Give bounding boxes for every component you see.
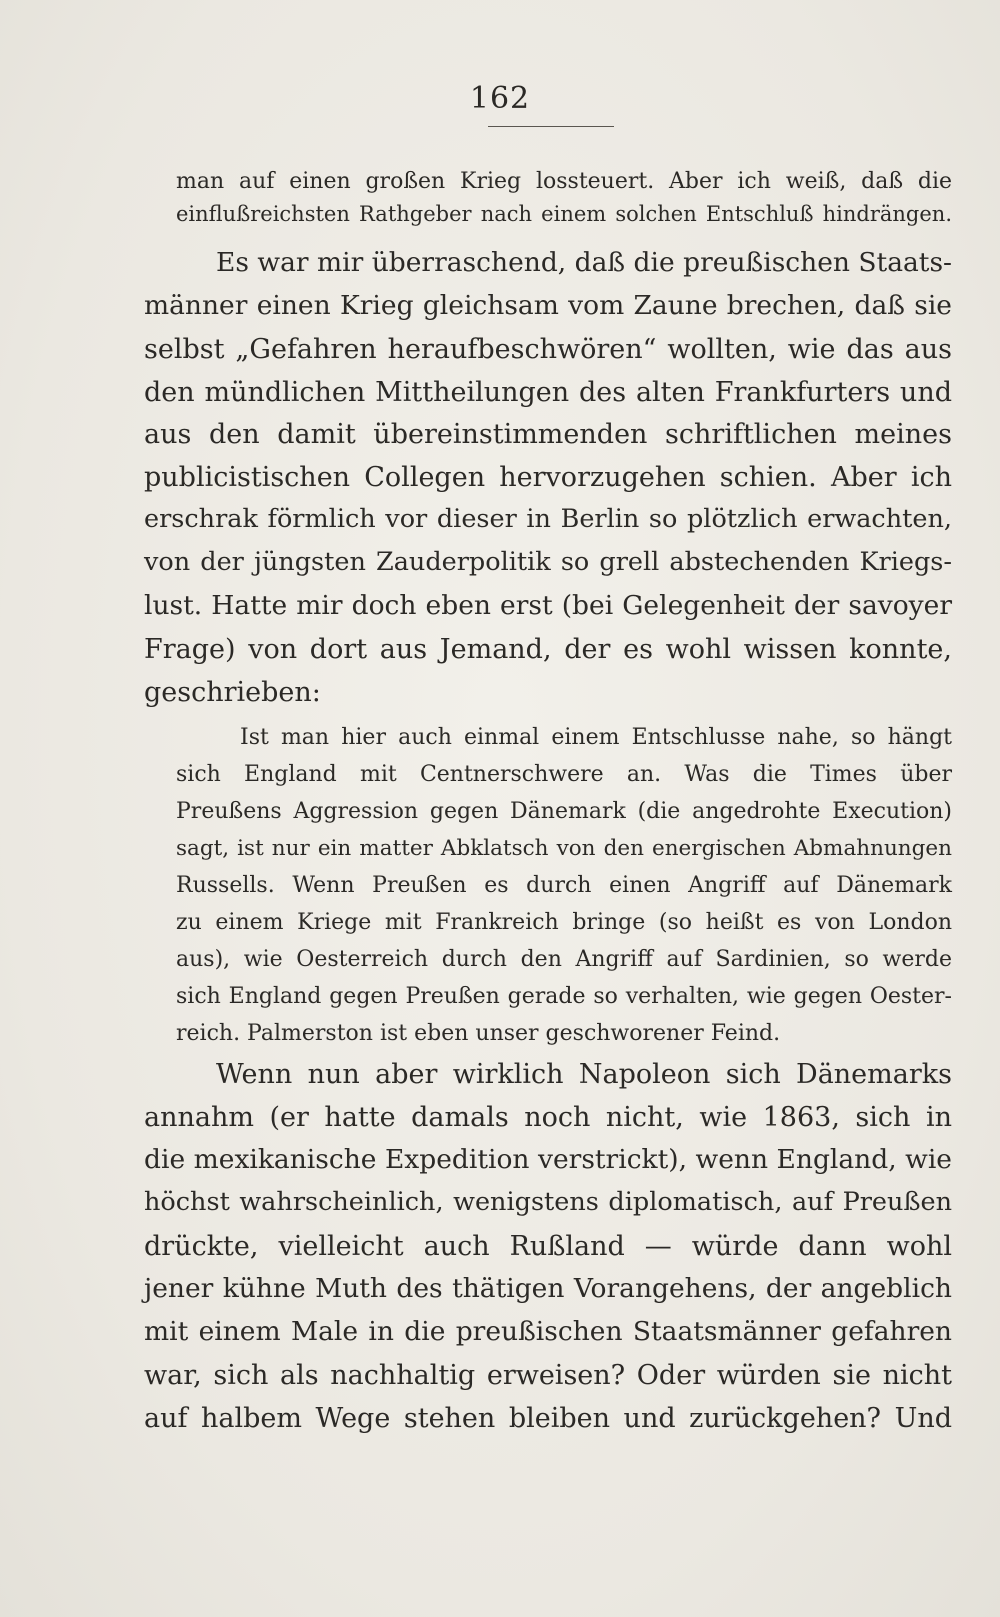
- page-number-rule: [488, 126, 614, 127]
- quote-line: aus), wie Oesterreich durch den Angriff auf Sardinien, so werde: [176, 947, 952, 972]
- paragraph-line: mit einem Male in die preußischen Staatsmänner gefahren: [144, 1316, 952, 1347]
- quote-line: Ist man hier auch einmal einem Entschlusse nahe, so hängt: [240, 725, 952, 750]
- paragraph-line: Wenn nun aber wirklich Napoleon sich Dänemarks: [216, 1059, 952, 1090]
- paragraph-line: von der jüngsten Zauderpolitik so grell abstechenden Kriegs-: [144, 547, 952, 577]
- top-line: einflußreichsten Rathgeber nach einem solchen Entschluß hindrängen.: [176, 202, 952, 226]
- paragraph-line: jener kühne Muth des thätigen Vorangehens, der angeblich: [144, 1273, 952, 1304]
- quote-line: Russells. Wenn Preußen es durch einen Angriff auf Dänemark: [176, 873, 952, 898]
- paragraph-line: war, sich als nachhaltig erweisen? Oder würden sie nicht: [144, 1360, 952, 1391]
- paragraph-line: drückte, vielleicht auch Rußland — würde dann wohl: [144, 1231, 952, 1262]
- paragraph-line: Es war mir überraschend, daß die preußischen Staats-: [216, 247, 952, 278]
- quote-line: sich England gegen Preußen gerade so verhalten, wie gegen Oester-: [176, 984, 952, 1009]
- quote-line: zu einem Kriege mit Frankreich bringe (so heißt es von London: [176, 910, 952, 935]
- top-line: man auf einen großen Krieg lossteuert. Aber ich weiß, daß die: [176, 169, 952, 194]
- paragraph-line: auf halbem Wege stehen bleiben und zurückgehen? Und: [144, 1403, 952, 1434]
- quote-line: sich England mit Centnerschwere an. Was die Times über: [176, 762, 952, 787]
- quote-line: reich. Palmerston ist eben unser geschworener Feind.: [176, 1021, 781, 1046]
- paragraph-line: die mexikanische Expedition verstrickt), wenn England, wie: [144, 1144, 952, 1175]
- paragraph-line: höchst wahrscheinlich, wenigstens diplomatisch, auf Preußen: [144, 1187, 952, 1217]
- paragraph-line: männer einen Krieg gleichsam vom Zaune brechen, daß sie: [144, 290, 952, 321]
- quote-line: sagt, ist nur ein matter Abklatsch von den energischen Abmahnungen: [176, 836, 952, 861]
- page-number: 162: [469, 81, 531, 116]
- paragraph-line: erschrak förmlich vor dieser in Berlin so plötzlich erwachten,: [144, 504, 952, 534]
- paragraph-line: publicistischen Collegen hervorzugehen schien. Aber ich: [144, 462, 952, 493]
- paragraph-line: lust. Hatte mir doch eben erst (bei Gelegenheit der savoyer: [144, 590, 952, 621]
- paragraph-line: den mündlichen Mittheilungen des alten Frankfurters und: [144, 377, 952, 408]
- paragraph-line: annahm (er hatte damals noch nicht, wie 1863, sich in: [144, 1102, 952, 1133]
- paragraph-line: aus den damit übereinstimmenden schriftlichen meines: [144, 419, 952, 450]
- quote-line: Preußens Aggression gegen Dänemark (die angedrohte Execution): [176, 799, 952, 824]
- paragraph-line: Frage) von dort aus Jemand, der es wohl wissen konnte,: [144, 634, 952, 665]
- paragraph-line: selbst „Gefahren heraufbeschwören“ wollten, wie das aus: [144, 334, 952, 365]
- paragraph-line: geschrieben:: [144, 677, 321, 708]
